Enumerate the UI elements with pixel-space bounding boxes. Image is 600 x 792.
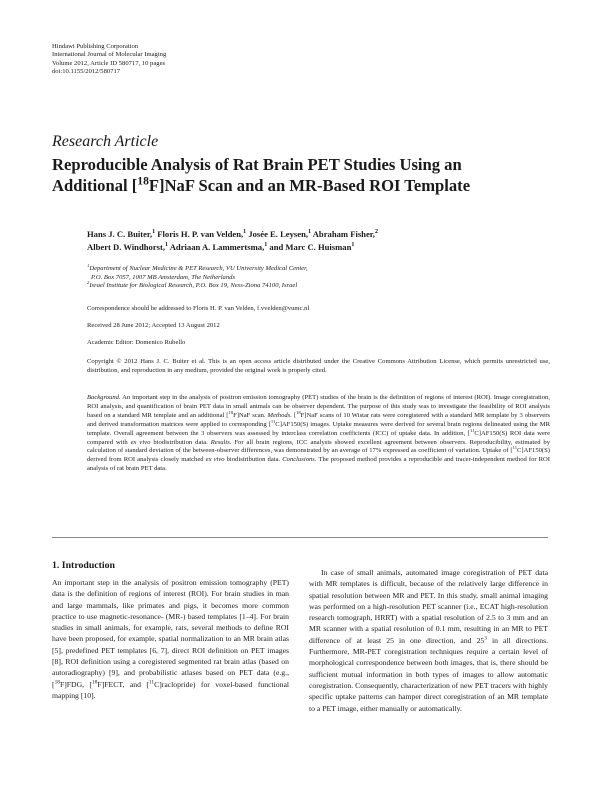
abstract: Background. An important step in the analysis of positron emission tomography (PET) studies of the brain is the definition of regions of interest (ROI). Image coregistration, ROI analysis, and quantification of brain PET data in small animals can be observer dependent. The purpose of this study was to investigate the feasibility of ROI analysis based on a standard MR template and an additional [$^{18}$F]NaF scan. Methods. [$^{18}$F]NaF scans of 10 Wistar rats were coregistered with a standard MR template by 3 observers and derived transformation matrices were applied to corresponding [$^{11}$C]AF150(S) images. Uptake measures were derived for several brain regions delineated using the MR template. Overall agreement between the 3 observers was assessed by interclass correlation coefficients (ICC) of uptake data. In addition, [$^{11}$C]AF150(S) ROI data were compared with ex vivo biodistribution data. Results. For all brain regions, ICC analysis showed excellent agreement between observers. Reproducibility, estimated by calculation of standard deviation of the between-observer differences, was demonstrated by an average of 17% expressed as coefficient of variation. Uptake of [$^{11}$C]AF150(S) derived from ROI analysis closely matched ex vivo biodistribution data. Conclusions. The proposed method provides a reproducible and tracer-independent method for ROI analysis of rat brain PET data.	[87, 394, 551, 473]
intro-paragraph-2: In case of small animals, automated image coregistration of PET data with MR templates is difficult, because of the relatively large difference in spatial resolution between MR and PET. In this study, small animal imaging was performed on a high-resolution PET scanner (i.e., ECAT high-resolution research tomograph, HRRT) with a spatial resolution of 2.5 to 3 mm and an MR scanner with a spatial resolution of 0.1 mm, resulting in an MR to PET difference of at least 25 in one direction, and $25^3$ in all directions. Furthermore, MR-PET coregistration techniques require a certain level of morphological correspondence between both images, that is, there should be sufficient mutual information in both types of images to allow automatic coregistration. Consequently, characterization of new PET tracers with highly specific uptake patterns can hamper direct coregistration of an MR template to a PET image, either manually or automatically.	[309, 568, 548, 713]
author: and Marc C. Huisman$^1$	[269, 242, 355, 252]
received-dates: Received 28 June 2012; Accepted 13 August 2012	[87, 322, 220, 329]
author-list	[87, 228, 550, 254]
volume-info: Volume 2012, Article ID 580717, 10 pages	[52, 59, 166, 67]
right-column	[309, 567, 548, 714]
left-column	[52, 560, 289, 701]
affiliation-cont: P.O. Box 7057, 1007 MB Amsterdam, The Netherlands	[91, 273, 236, 281]
academic-editor: Academic Editor: Domenico Rubello	[87, 339, 186, 346]
correspondence: Correspondence should be addressed to Floris H. P. van Velden, f.vvelden@vumc.nl	[87, 305, 310, 312]
article-type: Research Article	[52, 133, 159, 150]
title-line-1: Reproducible Analysis of Rat Brain PET Studies Using an	[52, 155, 462, 174]
doi: doi:10.1155/2012/580717	[52, 68, 121, 76]
author: Abraham Fisher,$^2$	[312, 229, 378, 239]
author: Floris H. P. van Velden,$^1$	[157, 229, 247, 239]
affiliation: $^2$Israel Institute for Biological Research, P.O. Box 19, Ness-Ziona 74100, Israel	[87, 280, 298, 290]
copyright-notice: Copyright © 2012 Hans J. C. Buiter et al. This is an open access article distributed under the Creative Commons Attribution License, which permits unrestricted use, distribution, and reproduction in any medium, provided the original work is properly cited.	[87, 358, 550, 374]
author: Adriaan A. Lammertsma,$^1$	[169, 242, 268, 252]
author: Josée E. Leysen,$^1$	[248, 229, 312, 239]
section-divider	[52, 537, 548, 538]
author: Albert D. Windhorst,$^1$	[87, 242, 169, 252]
journal-header	[52, 43, 166, 77]
journal-name: International Journal of Molecular Imaging	[52, 51, 167, 59]
section-heading: 1. Introduction	[52, 560, 115, 571]
publisher: Hindawi Publishing Corporation	[52, 43, 139, 50]
intro-paragraph-1: An important step in the analysis of positron emission tomography (PET) data is the definition of regions of interest (ROI). For brain studies in man and large mammals, like primates and pigs, it becomes more common practice to use magnetic-resonance- (MR-) based templates [1–4]. For brain studies in small animals, for example, rats, several methods to define ROI have been proposed, for example, spatial normalization to an MR brain atlas [5], predefined PET templates [6, 7], direct ROI definition on PET images [8], ROI definition using a coregistered segmented rat brain atlas (based on autoradiography) [9], and probabilistic atlases based on PET data (e.g., [$^{18}$F]FDG, [$^{18}$F]FECT, and [$^{11}$C]raclopride) for voxel-based functional mapping [10].	[52, 578, 289, 700]
title-line-2: Additional [$^{18}$F]NaF Scan and an MR-Based ROI Template	[52, 174, 471, 195]
author: Hans J. C. Buiter,$^1$	[87, 229, 156, 239]
paper-title	[52, 154, 552, 196]
affiliation: $^1$Department of Nuclear Medicine & PET Research, VU University Medical Center,	[87, 262, 308, 272]
affiliations	[87, 262, 550, 291]
